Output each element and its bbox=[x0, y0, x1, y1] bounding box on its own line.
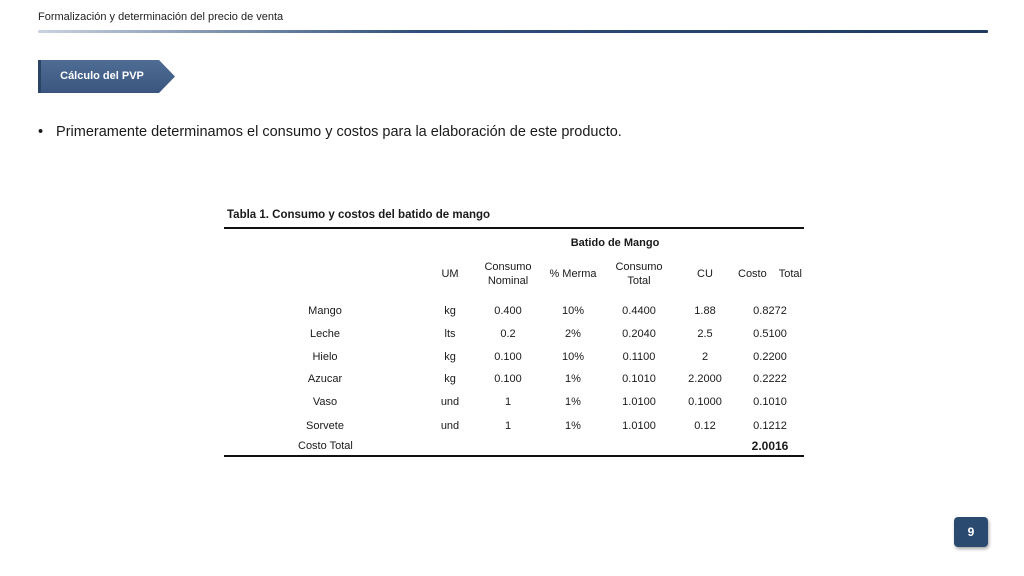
col-header-costo-total: Costo Total bbox=[738, 268, 802, 280]
row-merma: 1% bbox=[565, 396, 581, 408]
table-bottom-rule bbox=[224, 455, 804, 457]
section-tag-label: Cálculo del PVP bbox=[60, 70, 144, 82]
row-consumo-total: 0.1010 bbox=[622, 373, 656, 385]
row-product: Mango bbox=[308, 305, 342, 317]
col-header-consumo-nominal: Consumo Nominal bbox=[484, 261, 532, 287]
row-merma: 10% bbox=[561, 351, 585, 363]
row-cu: 2.5 bbox=[697, 328, 713, 340]
row-consumo-nominal: 0.400 bbox=[494, 305, 522, 317]
total-label: Costo Total bbox=[298, 440, 353, 452]
row-costo-total: 0.8272 bbox=[753, 305, 787, 317]
row-um: und bbox=[440, 420, 460, 432]
table-top-rule bbox=[224, 227, 804, 229]
col-header-cu: CU bbox=[697, 268, 713, 280]
row-consumo-total: 0.4400 bbox=[622, 305, 656, 317]
total-value: 2.0016 bbox=[751, 439, 789, 453]
row-consumo-nominal: 1 bbox=[504, 396, 512, 408]
row-um: lts bbox=[444, 328, 456, 340]
row-product: Leche bbox=[310, 328, 340, 340]
row-consumo-nominal: 0.100 bbox=[494, 373, 522, 385]
row-consumo-total: 0.2040 bbox=[622, 328, 656, 340]
row-merma: 10% bbox=[561, 305, 585, 317]
row-product: Vaso bbox=[312, 396, 338, 408]
row-merma: 1% bbox=[565, 420, 581, 432]
row-consumo-total: 0.1100 bbox=[622, 351, 656, 363]
bullet-point bbox=[38, 124, 622, 140]
row-cu: 2 bbox=[701, 351, 709, 363]
row-costo-total: 0.2200 bbox=[753, 351, 787, 363]
col-header-consumo-total: Consumo Total bbox=[615, 261, 663, 287]
row-cu: 0.1000 bbox=[688, 396, 722, 408]
row-consumo-nominal: 0.2 bbox=[500, 328, 516, 340]
header-divider bbox=[38, 30, 988, 33]
row-product: Hielo bbox=[312, 351, 338, 363]
row-cu: 0.12 bbox=[694, 420, 716, 432]
bullet-text: Primeramente determinamos el consumo y costos para la elaboración de este producto. bbox=[56, 124, 622, 140]
col-header-um: UM bbox=[441, 268, 459, 280]
bullet-dot: • bbox=[38, 124, 44, 140]
row-product: Azucar bbox=[307, 373, 343, 385]
table-caption: Tabla 1. Consumo y costos del batido de mango bbox=[227, 209, 491, 221]
row-costo-total: 0.5100 bbox=[753, 328, 787, 340]
row-consumo-total: 1.0100 bbox=[622, 396, 656, 408]
row-costo-total: 0.1212 bbox=[753, 420, 787, 432]
row-consumo-nominal: 0.100 bbox=[494, 351, 522, 363]
section-tag bbox=[38, 60, 175, 93]
slide-header-title: Formalización y determinación del precio de venta bbox=[38, 11, 284, 23]
row-cu: 1.88 bbox=[694, 305, 716, 317]
row-costo-total: 0.1010 bbox=[753, 396, 787, 408]
row-merma: 1% bbox=[565, 373, 581, 385]
row-um: kg bbox=[444, 305, 456, 317]
row-cu: 2.2000 bbox=[688, 373, 722, 385]
table-group-header: Batido de Mango bbox=[570, 237, 660, 249]
row-consumo-nominal: 1 bbox=[504, 420, 512, 432]
page-number-badge: 9 bbox=[954, 517, 988, 547]
row-product: Sorvete bbox=[306, 420, 344, 432]
row-consumo-total: 1.0100 bbox=[622, 420, 656, 432]
row-um: und bbox=[440, 396, 460, 408]
col-header-merma: % Merma bbox=[549, 268, 597, 280]
row-um: kg bbox=[444, 373, 456, 385]
row-um: kg bbox=[444, 351, 456, 363]
row-costo-total: 0.2222 bbox=[753, 373, 787, 385]
row-merma: 2% bbox=[565, 328, 581, 340]
